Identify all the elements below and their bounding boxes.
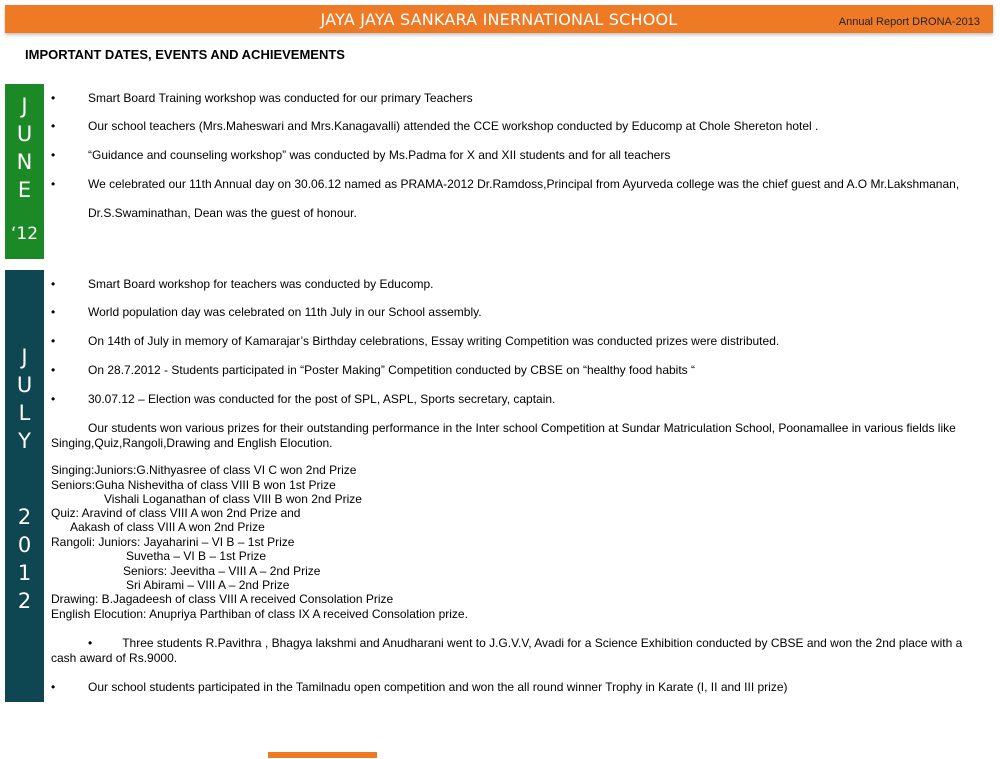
competition-intro-text: Our students won various prizes for their outstanding performance in the Inter school Competition at Sundar Matriculation School, Poonamallee in various fields like Singing,Quiz,Rangoli,Drawing and English Elocution. <box>51 421 956 450</box>
july-letter: L <box>18 401 31 425</box>
june-letter: J <box>21 94 28 118</box>
bullet: • <box>51 148 56 162</box>
list-item <box>51 91 981 106</box>
list-item <box>51 177 981 192</box>
result-line: Rangoli: Juniors: Jayaharini – VI B – 1st Prize <box>51 535 295 549</box>
list-item-text: Smart Board workshop for teachers was conducted by Educomp. <box>88 277 434 291</box>
list-item-text: Our school students participated in the Tamilnadu open competition and won the all round winner Trophy in Karate (I, II and III prize) <box>88 680 788 694</box>
report-label: Annual Report DRONA-2013 <box>838 16 980 28</box>
july-year-digit: 2 <box>17 505 32 529</box>
result-line: Seniors:Guha Nishevitha of class VIII B won 1st Prize <box>51 478 336 492</box>
july-letter: J <box>21 345 28 369</box>
july-year-digit: 0 <box>17 533 32 557</box>
bullet: • <box>51 680 56 694</box>
july-sidebar <box>5 270 44 702</box>
list-item <box>51 680 981 695</box>
list-item-text: World population day was celebrated on 11th July in our School assembly. <box>88 305 482 319</box>
result-line: Seniors: Jeevitha – VIII A – 2nd Prize <box>123 564 321 578</box>
bullet: • <box>51 91 56 105</box>
july-year-digit: 1 <box>17 561 32 585</box>
result-line: Suvetha – VI B – 1st Prize <box>126 549 267 563</box>
section-title: IMPORTANT DATES, EVENTS AND ACHIEVEMENTS <box>25 47 345 62</box>
list-item-text: On 14th of July in memory of Kamarajar’s Birthday celebrations, Essay writing Competition was conducted prizes were distributed. <box>88 334 780 348</box>
header-bar <box>5 5 993 33</box>
june-year: ‘12 <box>10 224 39 244</box>
list-item <box>51 277 981 292</box>
june-sidebar <box>5 84 44 259</box>
result-line: Drawing: B.Jagadeesh of class VIII A received Consolation Prize <box>51 592 394 606</box>
list-item-text: We celebrated our 11th Annual day on 30.06.12 named as PRAMA-2012 Dr.Ramdoss,Principal from Ayurveda college was the chief guest and A.O Mr.Lakshmanan, <box>88 177 960 191</box>
bullet: • <box>51 119 56 133</box>
list-item <box>51 363 981 378</box>
list-item-body: Three students R.Pavithra , Bhagya lakshmi and Anudharani went to J.G.V.V, Avadi for a Science Exhibition conducted by CBSE and won the 2nd place with a cash award of Rs.9000. <box>51 636 963 665</box>
result-line: Aakash of class VIII A won 2nd Prize <box>70 520 265 534</box>
list-item-text: Smart Board Training workshop was conducted for our primary Teachers <box>88 91 473 105</box>
list-item <box>51 636 981 666</box>
bullet: • <box>51 334 56 348</box>
competition-intro <box>51 421 981 451</box>
result-line: English Elocution: Anupriya Parthiban of class IX A received Consolation prize. <box>51 607 468 621</box>
footer-bar <box>268 752 377 758</box>
list-item <box>51 334 981 349</box>
list-item <box>51 148 981 163</box>
june-letter: N <box>16 150 33 174</box>
list-item <box>51 392 981 407</box>
result-line: Sri Abirami – VIII A – 2nd Prize <box>126 578 290 592</box>
bullet: • <box>88 636 93 650</box>
list-item <box>51 119 981 134</box>
list-item-text: Our school teachers (Mrs.Maheswari and Mrs.Kanagavalli) attended the CCE workshop conducted by Educomp at Chole Shereton hotel . <box>88 119 819 133</box>
list-item-text: Dr.S.Swaminathan, Dean was the guest of honour. <box>88 206 357 220</box>
bullet: • <box>51 177 56 191</box>
bullet: • <box>51 305 56 319</box>
list-item-continuation <box>51 206 981 221</box>
july-letter: Y <box>18 429 31 453</box>
june-letter: U <box>16 122 33 146</box>
july-year-digit: 2 <box>17 589 32 613</box>
bullet: • <box>51 392 56 406</box>
list-item <box>51 305 981 320</box>
list-item-text <box>51 636 981 666</box>
july-letter: U <box>16 373 33 397</box>
list-item-text: On 28.7.2012 - Students participated in “Poster Making” Competition conducted by CBSE on “healthy food habits “ <box>88 363 696 377</box>
bullet: • <box>51 277 56 291</box>
list-item-text: “Guidance and counseling workshop” was conducted by Ms.Padma for X and XII students and for all teachers <box>88 148 671 162</box>
result-line: Vishali Loganathan of class VIII B won 2nd Prize <box>104 492 362 506</box>
result-line: Singing:Juniors:G.Nithyasree of class VI C won 2nd Prize <box>51 463 357 477</box>
result-line: Quiz: Aravind of class VIII A won 2nd Prize and <box>51 506 301 520</box>
june-letter: E <box>17 178 32 202</box>
school-name: JAYA JAYA SANKARA INERNATIONAL SCHOOL <box>320 10 678 29</box>
bullet: • <box>51 363 56 377</box>
list-item-text: 30.07.12 – Election was conducted for the post of SPL, ASPL, Sports secretary, captain. <box>88 392 556 406</box>
